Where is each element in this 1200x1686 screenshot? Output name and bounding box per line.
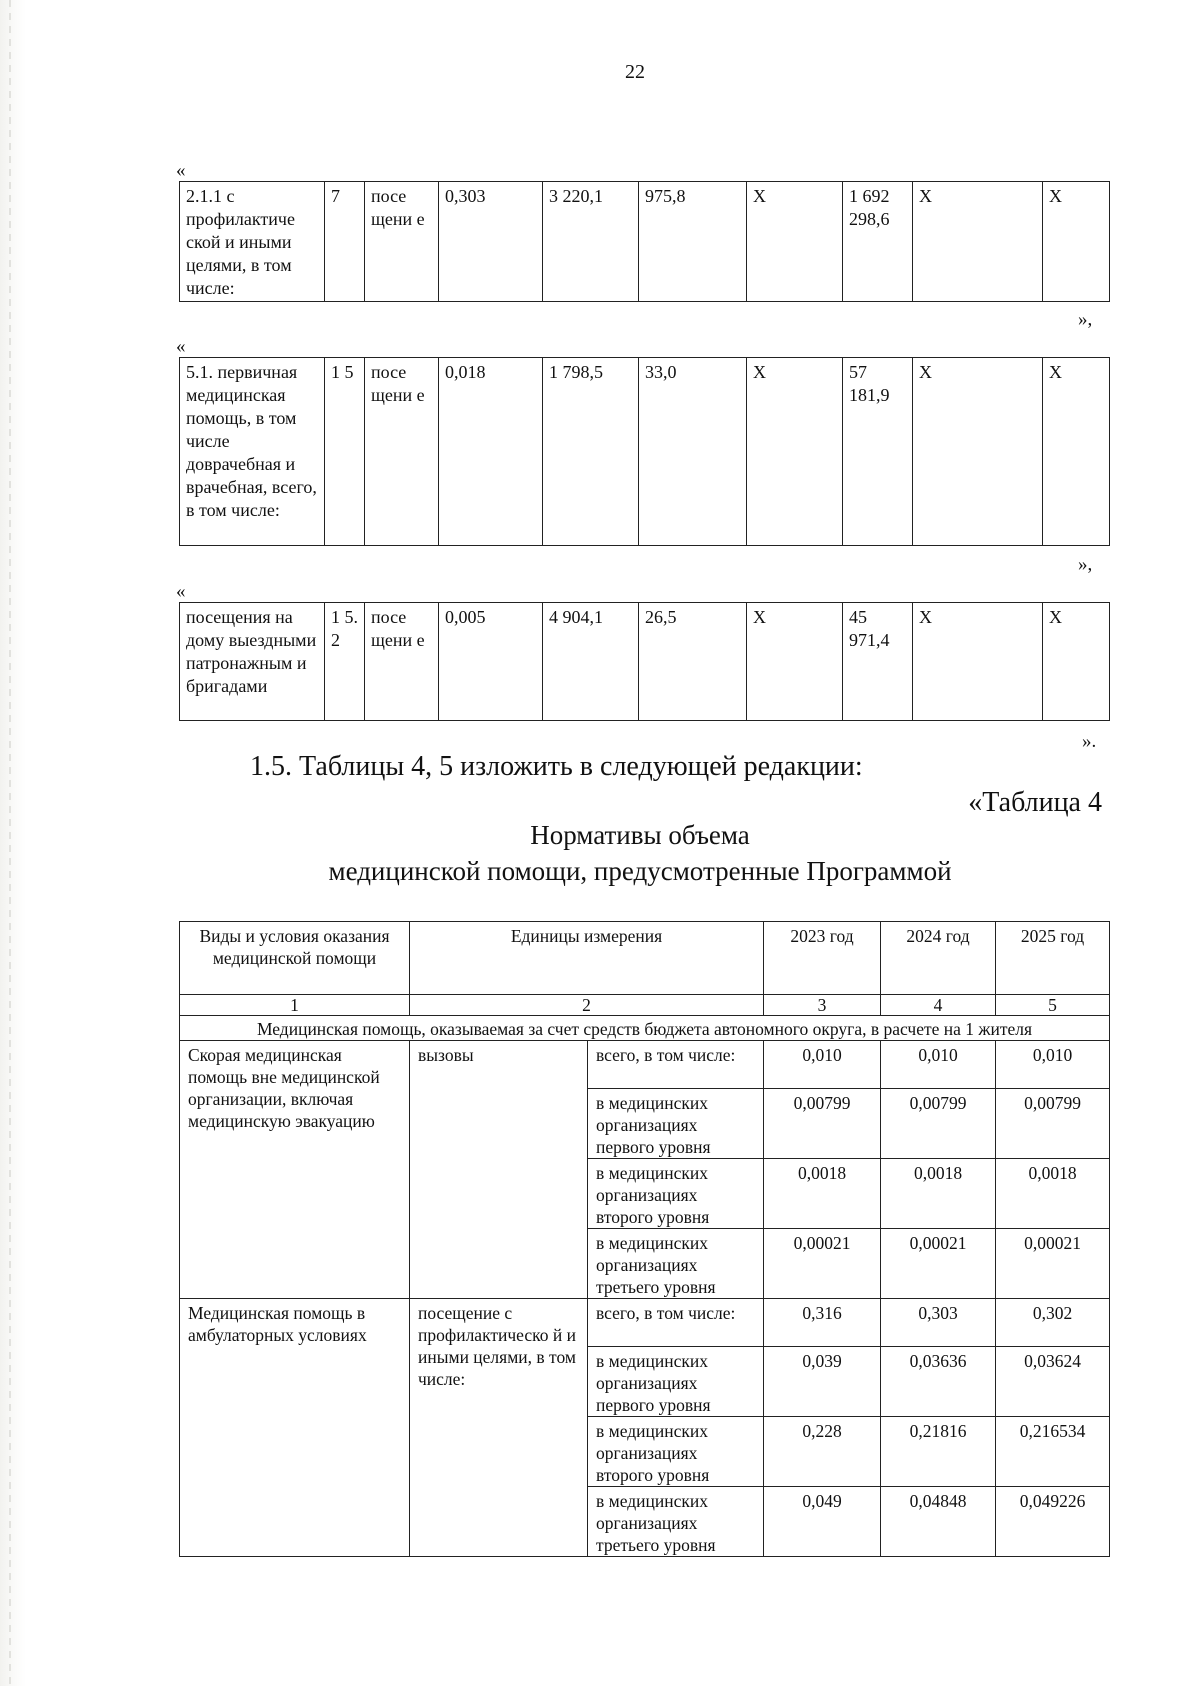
column-number: 1 bbox=[180, 995, 410, 1016]
row-name: 2.1.1 с профилактиче ской и иными целями, в том числе: bbox=[180, 182, 325, 302]
header-2024: 2024 год bbox=[881, 922, 996, 995]
header-units: Единицы измерения bbox=[410, 922, 764, 995]
value-2024: 0,21816 bbox=[881, 1417, 996, 1487]
value-2023: 0,039 bbox=[764, 1347, 881, 1417]
value-2025: 0,216534 bbox=[996, 1417, 1110, 1487]
value-2023: 0,049 bbox=[764, 1487, 881, 1557]
value-6: Х bbox=[913, 182, 1043, 302]
value-3: 33,0 bbox=[639, 358, 747, 546]
open-quote-1: « bbox=[176, 160, 186, 181]
header-types: Виды и условия оказания медицинской помощи bbox=[180, 922, 410, 995]
value-2025: 0,049226 bbox=[996, 1487, 1110, 1557]
column-number: 4 bbox=[881, 995, 996, 1016]
row-number: 1 5. 2 bbox=[325, 603, 365, 721]
value-2023: 0,0018 bbox=[764, 1159, 881, 1229]
table-label: «Таблица 4 bbox=[968, 787, 1102, 818]
row-label: в медицинских организациях второго уровня bbox=[588, 1417, 764, 1487]
close-quote-3: ». bbox=[1082, 731, 1097, 752]
row-name: посещения на дому выездными патронажным и бригадами bbox=[180, 603, 325, 721]
care-type-outpatient: Медицинская помощь в амбулаторных условиях bbox=[180, 1299, 410, 1557]
value-2024: 0,0018 bbox=[881, 1159, 996, 1229]
value-2: 3 220,1 bbox=[543, 182, 639, 302]
value-3: 26,5 bbox=[639, 603, 747, 721]
page-number: 22 bbox=[625, 61, 645, 83]
value-2023: 0,228 bbox=[764, 1417, 881, 1487]
section-row bbox=[180, 1016, 1110, 1041]
close-quote-2: », bbox=[1078, 554, 1093, 575]
table-title-line-2: медицинской помощи, предусмотренные Программой bbox=[328, 856, 952, 886]
open-quote-2: « bbox=[176, 336, 186, 357]
column-number: 5 bbox=[996, 995, 1110, 1016]
value-2025: 0,0018 bbox=[996, 1159, 1110, 1229]
value-5: 45 971,4 bbox=[843, 603, 913, 721]
fragment-table-3 bbox=[179, 602, 1110, 721]
value-2024: 0,303 bbox=[881, 1299, 996, 1347]
value-2023: 0,00021 bbox=[764, 1229, 881, 1299]
column-number: 2 bbox=[410, 995, 764, 1016]
row-name: 5.1. первичная медицинская помощь, в том числе доврачебная и врачебная, всего, в том числе: bbox=[180, 358, 325, 546]
column-number-row bbox=[180, 995, 1110, 1016]
row-number: 7 bbox=[325, 182, 365, 302]
fragment-row bbox=[180, 182, 1110, 302]
section-heading: Медицинская помощь, оказываемая за счет средств бюджета автономного округа, в расчете на 1 жителя bbox=[180, 1016, 1110, 1041]
row-unit: посе щени е bbox=[365, 182, 439, 302]
header-row bbox=[180, 922, 1110, 995]
value-5: 1 692 298,6 bbox=[843, 182, 913, 302]
value-6: Х bbox=[913, 603, 1043, 721]
row-label: в медицинских организациях второго уровня bbox=[588, 1159, 764, 1229]
unit-calls: вызовы bbox=[410, 1041, 588, 1299]
value-1: 0,303 bbox=[439, 182, 543, 302]
row-label: в медицинских организациях первого уровня bbox=[588, 1347, 764, 1417]
row-label: всего, в том числе: bbox=[588, 1299, 764, 1347]
value-4: Х bbox=[747, 603, 843, 721]
norms-table bbox=[179, 921, 1110, 1557]
unit-visits: посещение с профилактическо й и иными целями, в том числе: bbox=[410, 1299, 588, 1557]
value-7: Х bbox=[1043, 603, 1110, 721]
row-label: всего, в том числе: bbox=[588, 1041, 764, 1089]
row-label: в медицинских организациях третьего уровня bbox=[588, 1229, 764, 1299]
value-2024: 0,010 bbox=[881, 1041, 996, 1089]
row-label: в медицинских организациях третьего уровня bbox=[588, 1487, 764, 1557]
value-2024: 0,03636 bbox=[881, 1347, 996, 1417]
table-row bbox=[180, 1041, 1110, 1089]
value-4: Х bbox=[747, 182, 843, 302]
table-row bbox=[180, 1299, 1110, 1347]
close-quote-1: », bbox=[1078, 309, 1093, 330]
value-2: 4 904,1 bbox=[543, 603, 639, 721]
row-number: 1 5 bbox=[325, 358, 365, 546]
value-7: Х bbox=[1043, 358, 1110, 546]
value-2024: 0,00021 bbox=[881, 1229, 996, 1299]
value-2025: 0,00799 bbox=[996, 1089, 1110, 1159]
value-2025: 0,302 bbox=[996, 1299, 1110, 1347]
value-2024: 0,00799 bbox=[881, 1089, 996, 1159]
fragment-row bbox=[180, 358, 1110, 546]
value-6: Х bbox=[913, 358, 1043, 546]
fragment-table-2 bbox=[179, 357, 1110, 546]
column-number: 3 bbox=[764, 995, 881, 1016]
value-2023: 0,316 bbox=[764, 1299, 881, 1347]
value-2023: 0,010 bbox=[764, 1041, 881, 1089]
value-2023: 0,00799 bbox=[764, 1089, 881, 1159]
row-label: в медицинских организациях первого уровня bbox=[588, 1089, 764, 1159]
value-2025: 0,03624 bbox=[996, 1347, 1110, 1417]
row-unit: посе щени е bbox=[365, 603, 439, 721]
row-unit: посе щени е bbox=[365, 358, 439, 546]
value-5: 57 181,9 bbox=[843, 358, 913, 546]
fragment-table-1 bbox=[179, 181, 1110, 302]
value-7: Х bbox=[1043, 182, 1110, 302]
header-2025: 2025 год bbox=[996, 922, 1110, 995]
table-title-line-1: Нормативы объема bbox=[530, 820, 750, 850]
value-2025: 0,00021 bbox=[996, 1229, 1110, 1299]
value-1: 0,018 bbox=[439, 358, 543, 546]
header-2023: 2023 год bbox=[764, 922, 881, 995]
fragment-row bbox=[180, 603, 1110, 721]
open-quote-3: « bbox=[176, 581, 186, 602]
care-type-emergency: Скорая медицинская помощь вне медицинской организации, включая медицинскую эвакуацию bbox=[180, 1041, 410, 1299]
value-2: 1 798,5 bbox=[543, 358, 639, 546]
instruction-text: 1.5. Таблицы 4, 5 изложить в следующей редакции: bbox=[250, 751, 863, 782]
value-2025: 0,010 bbox=[996, 1041, 1110, 1089]
value-3: 975,8 bbox=[639, 182, 747, 302]
value-1: 0,005 bbox=[439, 603, 543, 721]
value-4: Х bbox=[747, 358, 843, 546]
value-2024: 0,04848 bbox=[881, 1487, 996, 1557]
